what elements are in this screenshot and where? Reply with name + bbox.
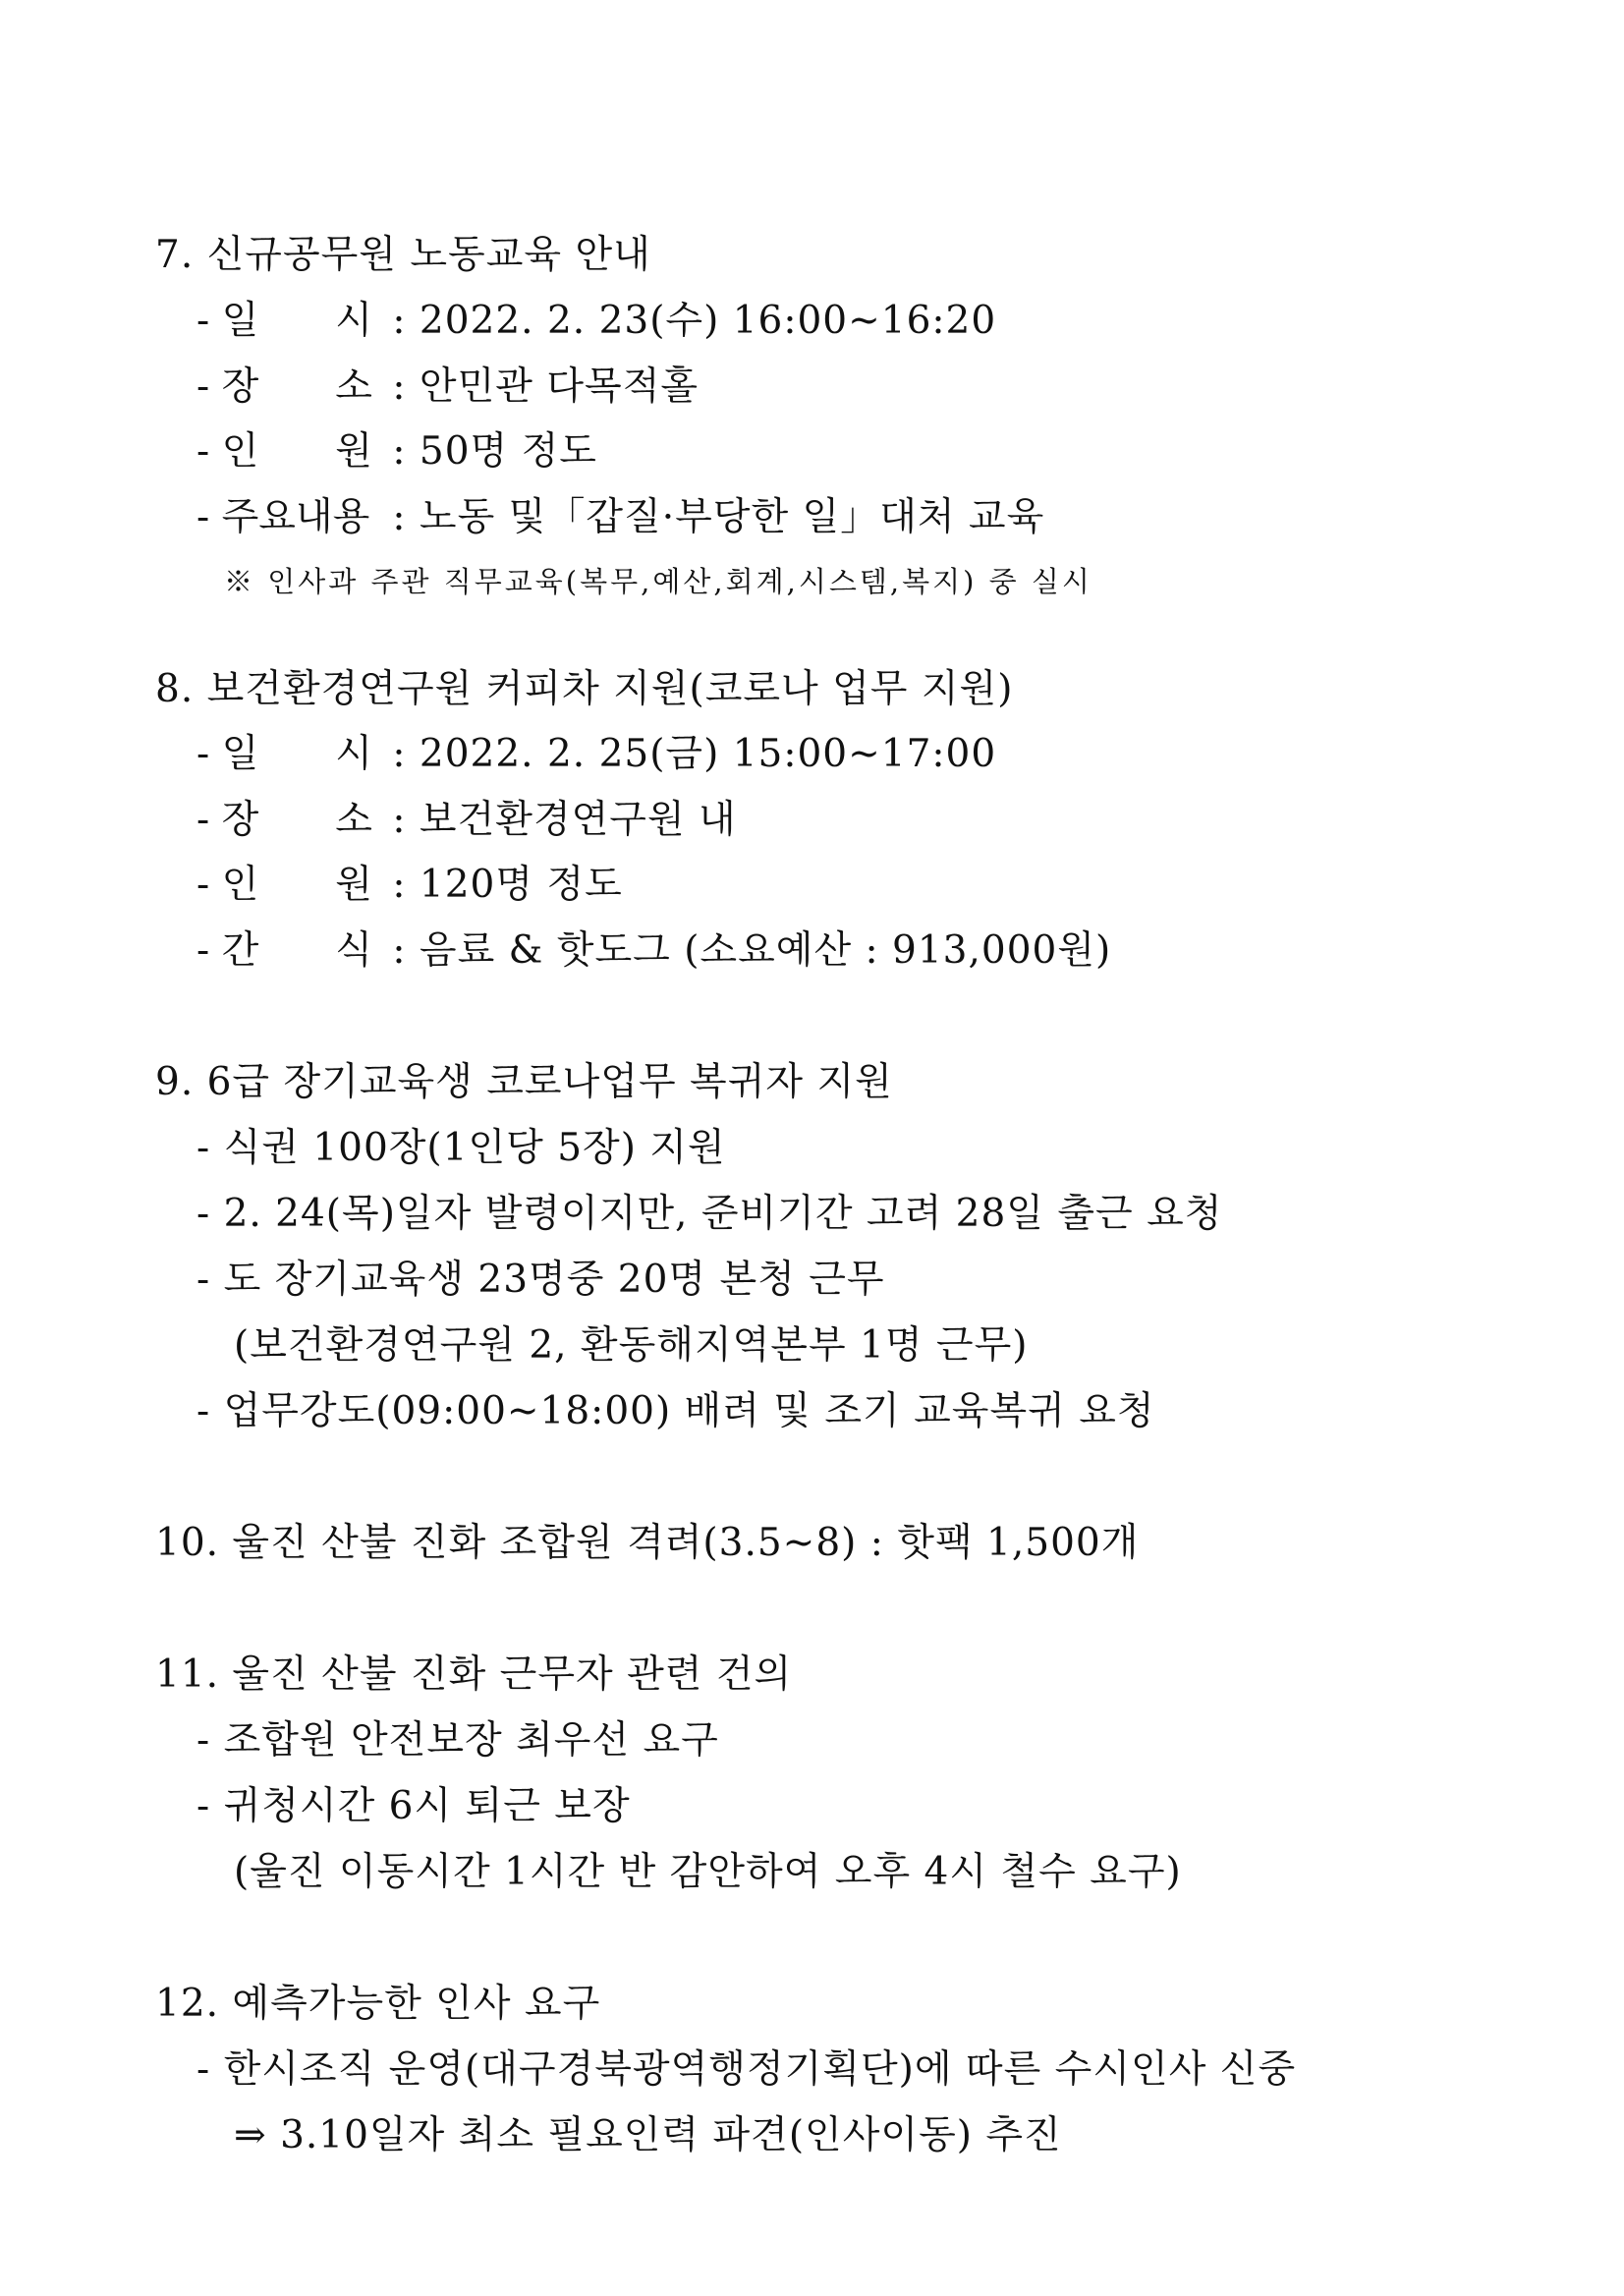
detail-value: : 음료 & 핫도그 (소요예산 : 913,000원) [379,928,1112,973]
list-item: - 귀청시간 6시 퇴근 보장 [196,1784,631,1828]
detail-value: : 2022. 2. 25(금) 15:00~17:00 [379,732,997,776]
detail-line [196,428,597,476]
section-heading: 11. 울진 산불 진화 근무자 관련 건의 [155,1652,793,1697]
footnote: ※ 인사과 주관 직무교육(복무,예산,회계,시스템,복지) 중 실시 [224,565,1092,598]
detail-label: - 일 시 [196,732,372,776]
detail-label: - 주요내용 [196,495,370,539]
detail-value: : 노동 및「갑질·부당한 일」대처 교육 [379,495,1045,539]
detail-label: - 간 식 [196,928,372,973]
detail-label: - 장 소 [196,364,372,409]
detail-line [196,731,996,778]
detail-line [196,494,1044,541]
section-heading: 10. 울진 산불 진화 조합원 격려(3.5~8) : 핫팩 1,500개 [155,1521,1140,1565]
detail-line [196,862,623,909]
list-item-continuation: (울진 이동시간 1시간 반 감안하여 오후 4시 철수 요구) [234,1850,1182,1894]
section-heading: 7. 신규공무원 노동교육 안내 [155,233,651,277]
detail-label: - 일 시 [196,299,372,343]
list-item-continuation: (보건환경연구원 2, 환동해지역본부 1명 근무) [234,1323,1029,1368]
detail-value: : 120명 정도 [379,863,623,907]
detail-line [196,364,699,411]
detail-value: : 50명 정도 [379,429,597,474]
list-item: - 도 장기교육생 23명중 20명 본청 근무 [196,1258,885,1302]
detail-value: : 보건환경연구원 내 [379,798,737,842]
section-heading: 9. 6급 장기교육생 코로나업무 복귀자 지원 [155,1060,893,1104]
section-heading: 8. 보건환경연구원 커피차 지원(코로나 업무 지원) [155,667,1014,711]
list-item: - 조합원 안전보장 최우선 요구 [196,1718,719,1763]
detail-label: - 인 원 [196,863,372,907]
detail-line [196,927,1111,975]
detail-line [196,797,737,844]
detail-value: : 안민관 다목적홀 [379,364,700,409]
detail-line [196,298,996,345]
section-heading: 12. 예측가능한 인사 요구 [155,1982,601,2026]
detail-label: - 장 소 [196,798,372,842]
list-item: - 업무강도(09:00~18:00) 배려 및 조기 교육복귀 요청 [196,1389,1155,1433]
list-item-continuation: ⇒ 3.10일자 최소 필요인력 파견(인사이동) 추진 [234,2113,1062,2157]
detail-label: - 인 원 [196,429,372,474]
list-item: - 식권 100장(1인당 5장) 지원 [196,1126,726,1170]
detail-value: : 2022. 2. 23(수) 16:00~16:20 [379,299,997,343]
list-item: - 2. 24(목)일자 발령이지만, 준비기간 고려 28일 출근 요청 [196,1192,1223,1236]
list-item: - 한시조직 운영(대구경북광역행정기획단)에 따른 수시인사 신중 [196,2047,1297,2092]
